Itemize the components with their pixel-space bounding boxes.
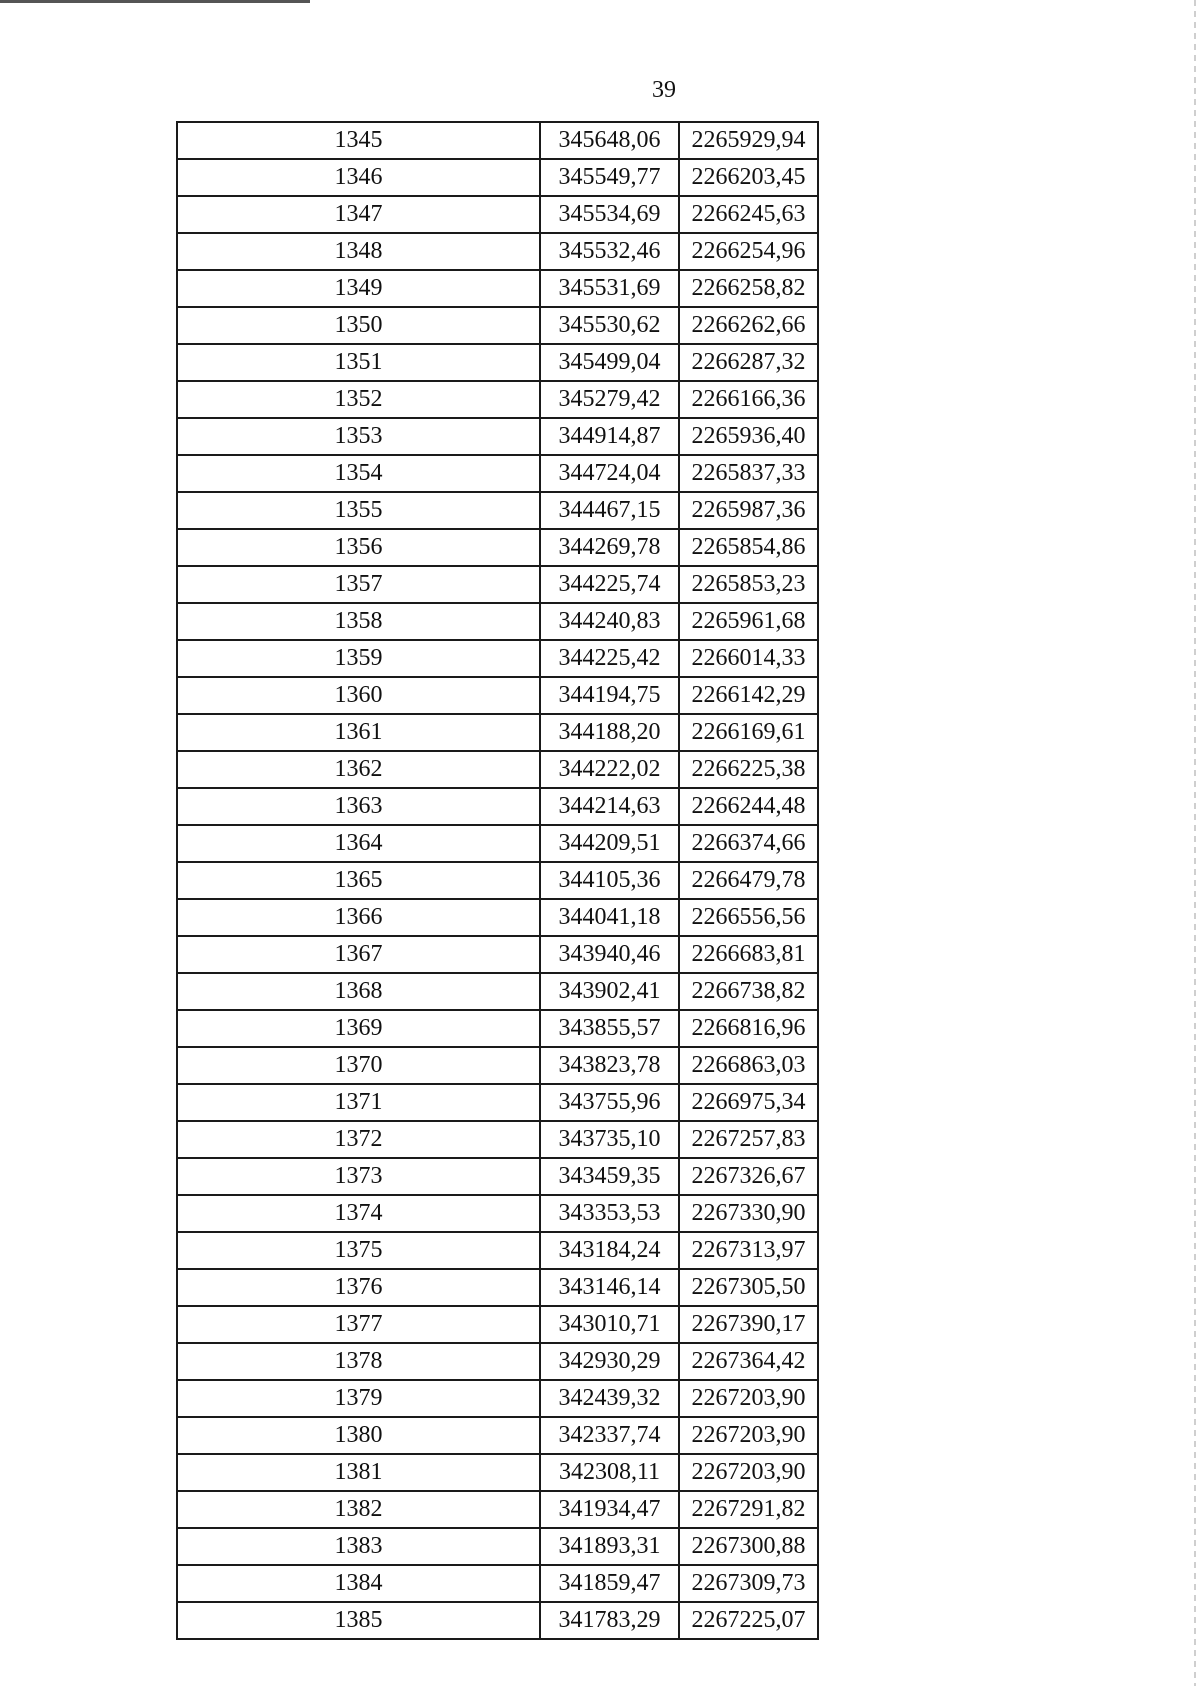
table-row <box>177 455 818 492</box>
x-coordinate-cell: 344225,74 <box>540 566 679 603</box>
point-number-cell: 1366 <box>177 899 540 936</box>
scan-edge-top <box>0 0 310 3</box>
point-number-cell: 1383 <box>177 1528 540 1565</box>
x-coordinate-cell: 343010,71 <box>540 1306 679 1343</box>
x-coordinate-cell: 345534,69 <box>540 196 679 233</box>
table-row <box>177 1602 818 1639</box>
y-coordinate-cell: 2266287,32 <box>679 344 818 381</box>
table-row <box>177 1565 818 1602</box>
table-row <box>177 973 818 1010</box>
table-row <box>177 677 818 714</box>
table-row <box>177 307 818 344</box>
y-coordinate-cell: 2266556,56 <box>679 899 818 936</box>
x-coordinate-cell: 343184,24 <box>540 1232 679 1269</box>
y-coordinate-cell: 2266863,03 <box>679 1047 818 1084</box>
x-coordinate-cell: 343146,14 <box>540 1269 679 1306</box>
table-row <box>177 344 818 381</box>
y-coordinate-cell: 2266738,82 <box>679 973 818 1010</box>
y-coordinate-cell: 2267305,50 <box>679 1269 818 1306</box>
table-row <box>177 122 818 159</box>
point-number-cell: 1356 <box>177 529 540 566</box>
table-row <box>177 751 818 788</box>
point-number-cell: 1365 <box>177 862 540 899</box>
table-row <box>177 862 818 899</box>
point-number-cell: 1353 <box>177 418 540 455</box>
point-number-cell: 1376 <box>177 1269 540 1306</box>
table-row <box>177 1195 818 1232</box>
x-coordinate-cell: 345531,69 <box>540 270 679 307</box>
y-coordinate-cell: 2265837,33 <box>679 455 818 492</box>
x-coordinate-cell: 343459,35 <box>540 1158 679 1195</box>
point-number-cell: 1378 <box>177 1343 540 1380</box>
y-coordinate-cell: 2266166,36 <box>679 381 818 418</box>
point-number-cell: 1372 <box>177 1121 540 1158</box>
y-coordinate-cell: 2266169,61 <box>679 714 818 751</box>
table-row <box>177 603 818 640</box>
x-coordinate-cell: 342308,11 <box>540 1454 679 1491</box>
y-coordinate-cell: 2266244,48 <box>679 788 818 825</box>
x-coordinate-cell: 345499,04 <box>540 344 679 381</box>
x-coordinate-cell: 342337,74 <box>540 1417 679 1454</box>
point-number-cell: 1358 <box>177 603 540 640</box>
y-coordinate-cell: 2266479,78 <box>679 862 818 899</box>
y-coordinate-cell: 2267203,90 <box>679 1454 818 1491</box>
table-row <box>177 640 818 677</box>
point-number-cell: 1380 <box>177 1417 540 1454</box>
table-row <box>177 1158 818 1195</box>
scan-edge-right <box>1194 0 1196 1686</box>
x-coordinate-cell: 344214,63 <box>540 788 679 825</box>
point-number-cell: 1371 <box>177 1084 540 1121</box>
point-number-cell: 1346 <box>177 159 540 196</box>
table-row <box>177 1491 818 1528</box>
x-coordinate-cell: 344724,04 <box>540 455 679 492</box>
y-coordinate-cell: 2266262,66 <box>679 307 818 344</box>
x-coordinate-cell: 344225,42 <box>540 640 679 677</box>
table-row <box>177 1380 818 1417</box>
y-coordinate-cell: 2267390,17 <box>679 1306 818 1343</box>
x-coordinate-cell: 343823,78 <box>540 1047 679 1084</box>
y-coordinate-cell: 2267257,83 <box>679 1121 818 1158</box>
table-row <box>177 788 818 825</box>
y-coordinate-cell: 2267326,67 <box>679 1158 818 1195</box>
table-row <box>177 1306 818 1343</box>
x-coordinate-cell: 344222,02 <box>540 751 679 788</box>
point-number-cell: 1381 <box>177 1454 540 1491</box>
table-row <box>177 1232 818 1269</box>
x-coordinate-cell: 344105,36 <box>540 862 679 899</box>
x-coordinate-cell: 341859,47 <box>540 1565 679 1602</box>
table-row <box>177 1528 818 1565</box>
point-number-cell: 1362 <box>177 751 540 788</box>
y-coordinate-cell: 2265987,36 <box>679 492 818 529</box>
y-coordinate-cell: 2266254,96 <box>679 233 818 270</box>
point-number-cell: 1385 <box>177 1602 540 1639</box>
point-number-cell: 1350 <box>177 307 540 344</box>
point-number-cell: 1370 <box>177 1047 540 1084</box>
x-coordinate-cell: 345279,42 <box>540 381 679 418</box>
point-number-cell: 1379 <box>177 1380 540 1417</box>
x-coordinate-cell: 343735,10 <box>540 1121 679 1158</box>
y-coordinate-cell: 2267203,90 <box>679 1380 818 1417</box>
y-coordinate-cell: 2265936,40 <box>679 418 818 455</box>
point-number-cell: 1351 <box>177 344 540 381</box>
table-row <box>177 492 818 529</box>
page-number: 39 <box>652 77 676 103</box>
y-coordinate-cell: 2267364,42 <box>679 1343 818 1380</box>
table-row <box>177 1343 818 1380</box>
table-row <box>177 196 818 233</box>
table-row <box>177 381 818 418</box>
table-row <box>177 1121 818 1158</box>
y-coordinate-cell: 2266975,34 <box>679 1084 818 1121</box>
table-row <box>177 529 818 566</box>
point-number-cell: 1357 <box>177 566 540 603</box>
x-coordinate-cell: 342930,29 <box>540 1343 679 1380</box>
x-coordinate-cell: 344194,75 <box>540 677 679 714</box>
table-row <box>177 1047 818 1084</box>
x-coordinate-cell: 343902,41 <box>540 973 679 1010</box>
y-coordinate-cell: 2266683,81 <box>679 936 818 973</box>
x-coordinate-cell: 342439,32 <box>540 1380 679 1417</box>
y-coordinate-cell: 2265854,86 <box>679 529 818 566</box>
x-coordinate-cell: 345648,06 <box>540 122 679 159</box>
x-coordinate-cell: 341893,31 <box>540 1528 679 1565</box>
x-coordinate-cell: 344914,87 <box>540 418 679 455</box>
y-coordinate-cell: 2266245,63 <box>679 196 818 233</box>
point-number-cell: 1384 <box>177 1565 540 1602</box>
y-coordinate-cell: 2266374,66 <box>679 825 818 862</box>
y-coordinate-cell: 2266203,45 <box>679 159 818 196</box>
y-coordinate-cell: 2266014,33 <box>679 640 818 677</box>
point-number-cell: 1352 <box>177 381 540 418</box>
y-coordinate-cell: 2266142,29 <box>679 677 818 714</box>
x-coordinate-cell: 345530,62 <box>540 307 679 344</box>
point-number-cell: 1355 <box>177 492 540 529</box>
table-row <box>177 899 818 936</box>
point-number-cell: 1382 <box>177 1491 540 1528</box>
y-coordinate-cell: 2265961,68 <box>679 603 818 640</box>
point-number-cell: 1363 <box>177 788 540 825</box>
y-coordinate-cell: 2266258,82 <box>679 270 818 307</box>
point-number-cell: 1354 <box>177 455 540 492</box>
point-number-cell: 1347 <box>177 196 540 233</box>
x-coordinate-cell: 344188,20 <box>540 714 679 751</box>
table-row <box>177 714 818 751</box>
y-coordinate-cell: 2267309,73 <box>679 1565 818 1602</box>
point-number-cell: 1345 <box>177 122 540 159</box>
table-row <box>177 159 818 196</box>
coordinates-table-body <box>177 122 818 1639</box>
point-number-cell: 1369 <box>177 1010 540 1047</box>
y-coordinate-cell: 2267225,07 <box>679 1602 818 1639</box>
table-row <box>177 566 818 603</box>
table-row <box>177 418 818 455</box>
point-number-cell: 1367 <box>177 936 540 973</box>
x-coordinate-cell: 341783,29 <box>540 1602 679 1639</box>
x-coordinate-cell: 344041,18 <box>540 899 679 936</box>
table-row <box>177 1269 818 1306</box>
y-coordinate-cell: 2267330,90 <box>679 1195 818 1232</box>
table-row <box>177 825 818 862</box>
y-coordinate-cell: 2267203,90 <box>679 1417 818 1454</box>
x-coordinate-cell: 343940,46 <box>540 936 679 973</box>
x-coordinate-cell: 343353,53 <box>540 1195 679 1232</box>
x-coordinate-cell: 344269,78 <box>540 529 679 566</box>
x-coordinate-cell: 344209,51 <box>540 825 679 862</box>
table-row <box>177 1454 818 1491</box>
x-coordinate-cell: 343755,96 <box>540 1084 679 1121</box>
y-coordinate-cell: 2265853,23 <box>679 566 818 603</box>
point-number-cell: 1359 <box>177 640 540 677</box>
point-number-cell: 1361 <box>177 714 540 751</box>
point-number-cell: 1377 <box>177 1306 540 1343</box>
point-number-cell: 1360 <box>177 677 540 714</box>
coordinates-table <box>176 121 819 1640</box>
x-coordinate-cell: 345532,46 <box>540 233 679 270</box>
point-number-cell: 1364 <box>177 825 540 862</box>
y-coordinate-cell: 2267300,88 <box>679 1528 818 1565</box>
table-row <box>177 270 818 307</box>
y-coordinate-cell: 2265929,94 <box>679 122 818 159</box>
y-coordinate-cell: 2266225,38 <box>679 751 818 788</box>
y-coordinate-cell: 2267291,82 <box>679 1491 818 1528</box>
table-row <box>177 936 818 973</box>
x-coordinate-cell: 341934,47 <box>540 1491 679 1528</box>
point-number-cell: 1348 <box>177 233 540 270</box>
table-row <box>177 233 818 270</box>
point-number-cell: 1373 <box>177 1158 540 1195</box>
table-row <box>177 1417 818 1454</box>
x-coordinate-cell: 343855,57 <box>540 1010 679 1047</box>
x-coordinate-cell: 344240,83 <box>540 603 679 640</box>
point-number-cell: 1374 <box>177 1195 540 1232</box>
y-coordinate-cell: 2266816,96 <box>679 1010 818 1047</box>
point-number-cell: 1349 <box>177 270 540 307</box>
table-row <box>177 1084 818 1121</box>
table-row <box>177 1010 818 1047</box>
point-number-cell: 1375 <box>177 1232 540 1269</box>
point-number-cell: 1368 <box>177 973 540 1010</box>
x-coordinate-cell: 345549,77 <box>540 159 679 196</box>
x-coordinate-cell: 344467,15 <box>540 492 679 529</box>
y-coordinate-cell: 2267313,97 <box>679 1232 818 1269</box>
